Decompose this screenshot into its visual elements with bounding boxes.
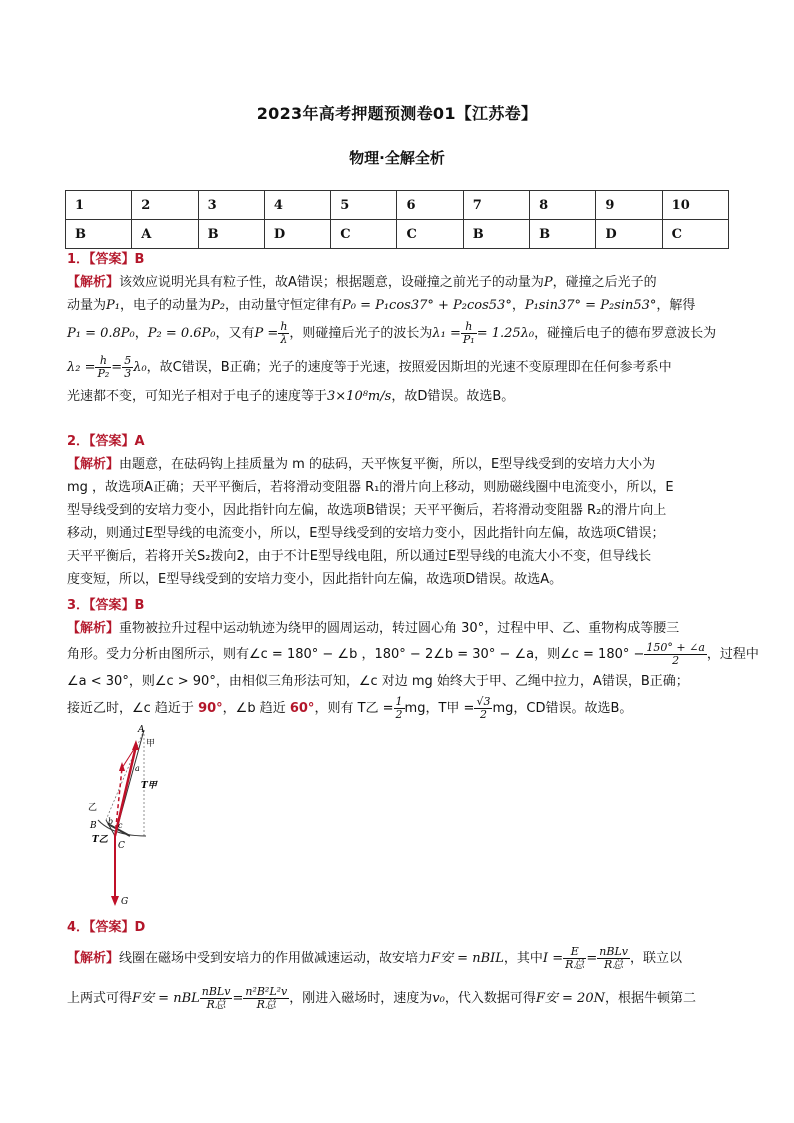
q1-formula: 3×10⁸m/s (327, 389, 392, 404)
question-number-cell: 10 (662, 191, 728, 220)
question-4-answer: 4．【答案】D (67, 920, 146, 935)
q1-sym: P₁ (106, 298, 120, 313)
q1-line: ， (511, 298, 525, 313)
q4-formula: = (232, 991, 244, 1006)
fraction: $\frac{150^\circ + \angle a}{2}$ (646, 641, 705, 667)
q1-sym: P (543, 275, 553, 290)
q3-line: ∠a < 30°，则∠c > 90°，由相似三角形法可知，∠c 对边 mg 始终大于甲、乙绳中拉力，A错误，B正确； (67, 674, 689, 689)
q4-line: 线圈在磁场中受到安培力的作用做减速运动，故安培力 (119, 951, 432, 966)
q1-formula: P₀ = P₁cos37° + P₂cos53° (341, 298, 512, 313)
answer-cell: C (397, 220, 463, 249)
q3-line: 重物被拉升过程中运动轨迹为绕甲的圆周运动，转过圆心角 30°，过程中甲、乙、重物构成等腰三 (119, 621, 680, 636)
q1-formula: P₁sin37° = P₂sin53° (524, 298, 657, 313)
label-G: G (121, 897, 129, 907)
q4-line: ，刚进入磁场时，速度为 (289, 991, 433, 1006)
question-number-cell: 8 (530, 191, 596, 220)
answer-cell: D (596, 220, 662, 249)
fraction: $\frac{\text{n²B²L²v}}{\text{R总}}$ (245, 985, 288, 1011)
label-jia: 甲 (146, 739, 156, 749)
q3-line: ，则有 T乙 = (314, 701, 394, 716)
question-number-cell: 7 (463, 191, 529, 220)
label-a: a (135, 764, 140, 773)
question-2-answer: 2．【答案】A (67, 434, 145, 449)
question-1-answer: 1．【答案】B (67, 252, 145, 267)
arrow-head (119, 762, 125, 771)
q4-line: ，其中 (503, 951, 543, 966)
q4-line: ，根据牛顿第二 (604, 991, 696, 1006)
q1-line: ，碰撞之后光子的 (552, 275, 657, 290)
label-c: c (118, 821, 123, 830)
answer-cell: A (132, 220, 198, 249)
dashed-rope-line (106, 730, 144, 820)
q4-formula: F安 = nBL (132, 991, 200, 1006)
q1-line: ，电子的动量为 (119, 298, 211, 313)
q1-formula: λ₂ = (67, 360, 96, 375)
q1-formula: λ₁ = (432, 326, 461, 341)
question-number-cell: 5 (331, 191, 397, 220)
answer-cell: B (198, 220, 264, 249)
q1-formula: P₂ = 0.6P₀ (147, 326, 216, 341)
q1-line: ，故D错误。故选B。 (391, 389, 515, 404)
fraction: $\frac{5}{3}$ (124, 354, 132, 380)
q4-formula: F安 = nBIL (431, 951, 504, 966)
q2-line: 度变短，所以，E型导线受到的安培力变小，因此指针向左偏，故选项D错误。故选A。 (67, 572, 563, 587)
question-number-cell: 6 (397, 191, 463, 220)
question-4-analysis (67, 939, 729, 1019)
fraction: $\frac{1}{2}$ (395, 695, 403, 721)
question-1-analysis (67, 271, 729, 408)
q3-line: ，∠b 趋近 (222, 701, 290, 716)
q3-emph: 60° (289, 701, 315, 716)
q4-formula: v₀ (432, 991, 445, 1006)
answer-cell: C (331, 220, 397, 249)
q3-line: mg，T甲 = (404, 701, 475, 716)
q3-line: ，过程中 (706, 647, 759, 662)
fraction: $\frac{h}{\lambda}$ (280, 320, 288, 346)
q4-line: 上两式可得 (67, 991, 133, 1006)
q1-formula: = 1.25λ₀ (476, 326, 535, 341)
analysis-tag: 【解析】 (67, 457, 120, 472)
analysis-tag: 【解析】 (67, 621, 120, 636)
q1-line: ，又有 (215, 326, 255, 341)
question-number-cell: 1 (66, 191, 132, 220)
q1-formula: = (111, 360, 123, 375)
question-3-analysis (67, 617, 759, 725)
question-1 (67, 248, 729, 408)
q1-line: 光速都不变，可知光子相对于电子的速度等于 (67, 389, 328, 404)
q3-line: mg，CD错误。故选B。 (492, 701, 633, 716)
label-yi: 乙 (88, 803, 98, 813)
q1-line: 动量为 (67, 298, 107, 313)
q1-sym: P₂ (211, 298, 225, 313)
q1-line: 该效应说明光具有粒子性，故A错误；根据题意，设碰撞之前光子的动量为 (119, 275, 544, 290)
q1-formula: P₁ = 0.8P₀ (67, 326, 135, 341)
fraction: $\frac{\text{nBLv}}{\text{R总}}$ (201, 985, 231, 1011)
fraction: $\frac{\text{nBLv}}{\text{R总}}$ (599, 945, 628, 971)
question-number-cell: 4 (264, 191, 330, 220)
q4-line: ，联立以 (629, 951, 682, 966)
q1-line: ， (134, 326, 148, 341)
fraction: $\frac{√3}{2}$ (476, 695, 491, 721)
question-3 (67, 594, 759, 725)
question-2-analysis (67, 453, 729, 591)
answer-table (65, 190, 729, 249)
fraction: $\frac{h}{\text{P₁}}$ (462, 320, 475, 346)
q1-line: ，由动量守恒定律有 (224, 298, 342, 313)
analysis-tag: 【解析】 (67, 275, 120, 290)
q2-line: 移动，则通过E型导线的电流变小，所以，E型导线受到的安培力变小，因此指针向左偏，故选项C错误； (67, 526, 665, 541)
q3-emph: 90° (198, 701, 223, 716)
arrow-head (111, 896, 119, 906)
question-number-cell: 2 (132, 191, 198, 220)
q1-formula: λ₀ (133, 360, 147, 375)
label-b: b (108, 817, 114, 826)
question-2 (67, 430, 729, 591)
q1-line: ，则碰撞后光子的波长为 (289, 326, 433, 341)
q3-line: 接近乙时，∠c 趋近于 (67, 701, 199, 716)
page-subtitle: 物理·全解全析 (349, 149, 445, 167)
answer-table-answer-row (66, 220, 729, 249)
answer-cell: B (66, 220, 132, 249)
question-number-cell: 3 (198, 191, 264, 220)
q1-line: ，故C错误，B正确；光子的速度等于光速，按照爱因斯坦的光速不变原理即在任何参考系中 (146, 360, 672, 375)
answer-cell: B (463, 220, 529, 249)
q4-formula: I = (542, 951, 564, 966)
q1-line: ，碰撞后电子的德布罗意波长为 (534, 326, 717, 341)
analysis-tag: 【解析】 (67, 951, 120, 966)
answer-cell: B (530, 220, 596, 249)
question-3-answer: 3．【答案】B (67, 598, 145, 613)
question-number-cell: 9 (596, 191, 662, 220)
label-T-jia: T甲 (141, 781, 157, 791)
answer-cell: D (264, 220, 330, 249)
q2-line: 天平平衡后，若将开关S₂拨向2，由于不计E型导线电阻，所以通过E型导线的电流大小不变，但导线长 (67, 549, 652, 564)
q2-line: mg ，故选项A正确；天平平衡后，若将滑动变阻器 R₁的滑片向上移动，则励磁线圈中电流变小，所以，E (67, 480, 674, 495)
q1-formula: P = (254, 326, 279, 341)
q4-formula: F安 = 20N (535, 991, 605, 1006)
fraction: $\frac{h}{\text{P₂}}$ (97, 354, 110, 380)
answer-cell: C (662, 220, 728, 249)
q1-line: ，解得 (656, 298, 696, 313)
question-4 (67, 916, 729, 1019)
answer-table-number-row (66, 191, 729, 220)
q2-line: 型导线受到的安培力变小，因此指针向左偏，故选项B错误；天平平衡后，若将滑动变阻器 R₂的滑片向上 (67, 503, 667, 518)
force-diagram (88, 724, 198, 909)
q2-line: 由题意，在砝码钩上挂质量为 m 的砝码，天平恢复平衡，所以，E型导线受到的安培力大小为 (119, 457, 656, 472)
q3-line: 角形。受力分析由图所示，则有∠c = 180° − ∠b ，180° − 2∠b = 30° − ∠a，则∠c = 180° − (67, 647, 645, 662)
label-A: A (138, 725, 145, 735)
q4-formula: = (586, 951, 598, 966)
q4-line: ，代入数据可得 (444, 991, 536, 1006)
label-T-yi: T乙 (92, 835, 108, 845)
fraction: $\frac{E}{\text{R总}}$ (565, 945, 585, 971)
page-title: 2023年高考押题预测卷01【江苏卷】 (256, 104, 538, 123)
label-B: B (90, 821, 97, 831)
label-C: C (118, 841, 125, 851)
